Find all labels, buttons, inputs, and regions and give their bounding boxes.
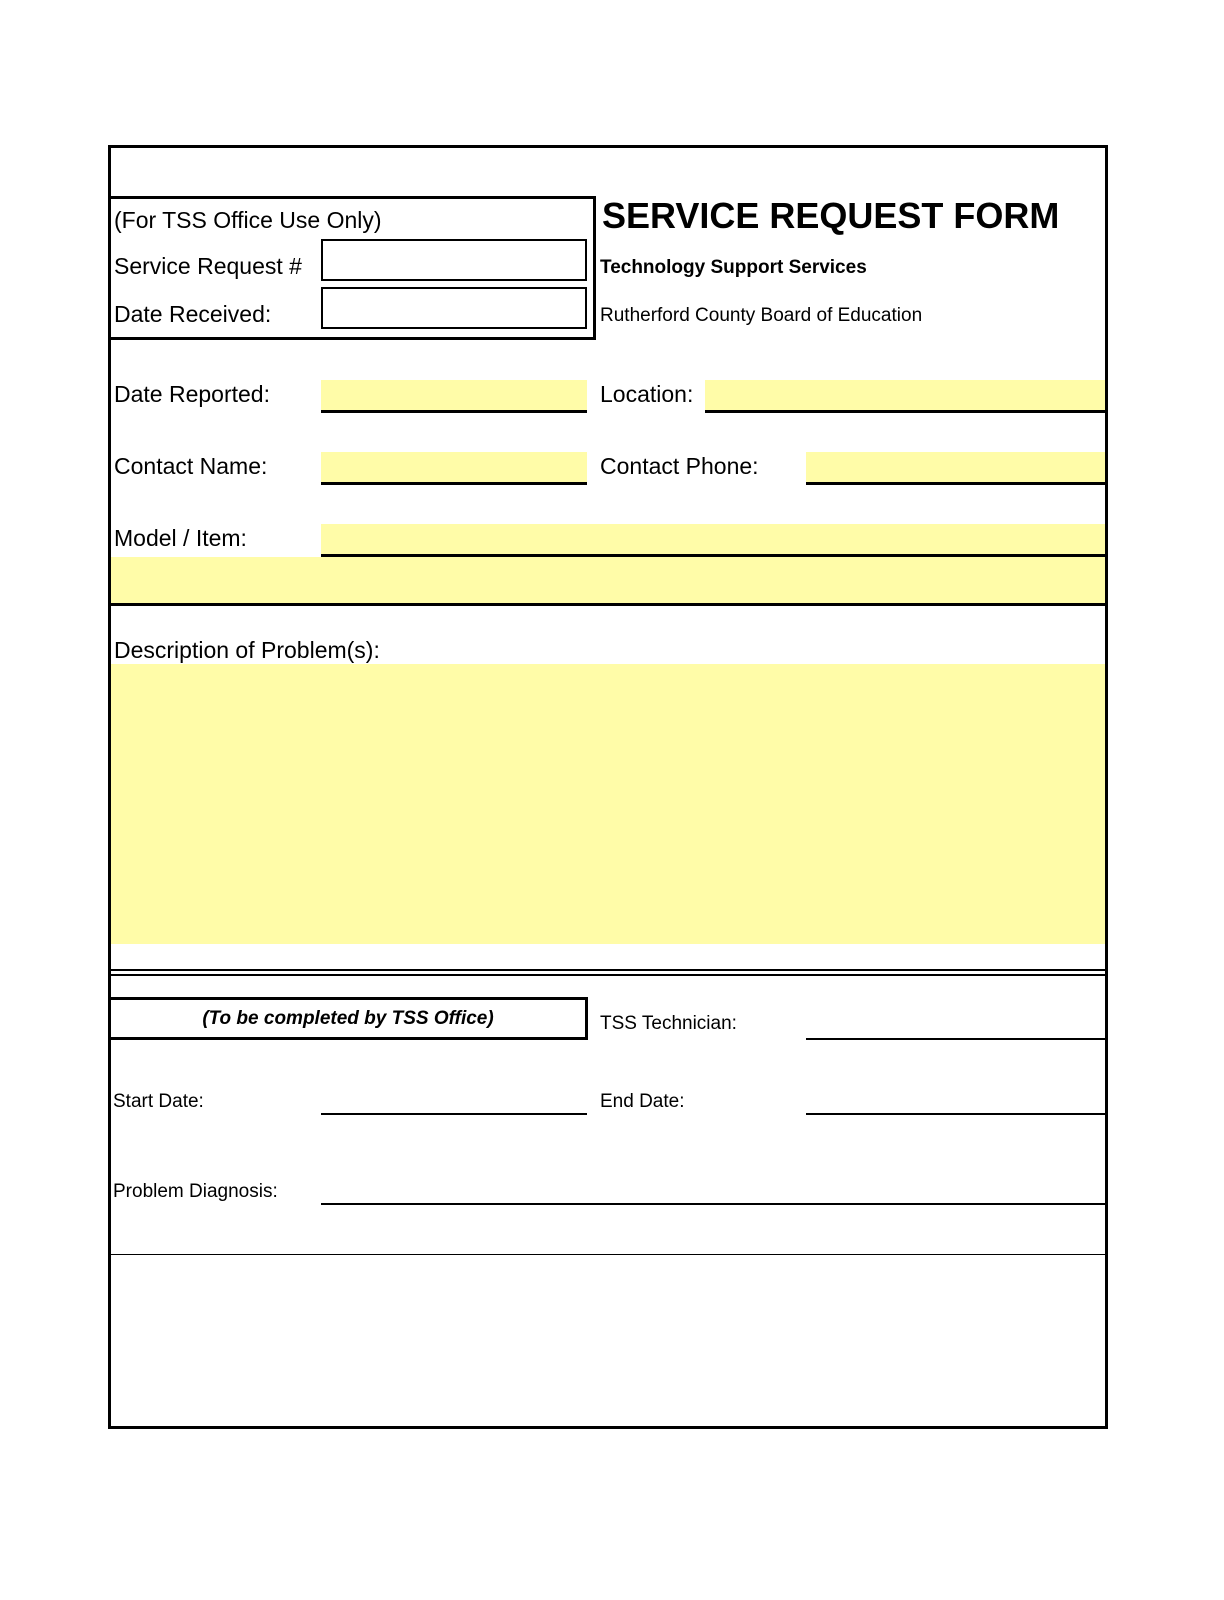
date-reported-label: Date Reported:: [114, 381, 270, 407]
double-rule-bottom: [111, 974, 1105, 976]
notes-area[interactable]: [111, 1256, 1105, 1426]
date-received-label: Date Received:: [114, 301, 272, 327]
location-label: Location:: [600, 381, 694, 407]
office-use-heading: (For TSS Office Use Only): [114, 207, 382, 233]
form-title: SERVICE REQUEST FORM: [602, 195, 1060, 236]
problem-diagnosis-field[interactable]: [321, 1175, 1105, 1205]
department-name: Technology Support Services: [600, 257, 867, 278]
tss-technician-label: TSS Technician:: [600, 1013, 737, 1034]
service-request-label: Service Request #: [114, 253, 302, 279]
problem-diagnosis-label: Problem Diagnosis:: [113, 1181, 278, 1202]
model-item-extra-area[interactable]: [111, 557, 1105, 603]
date-received-input[interactable]: [321, 287, 587, 329]
start-date-label: Start Date:: [113, 1091, 204, 1112]
double-rule-top: [111, 969, 1105, 971]
description-label: Description of Problem(s):: [114, 637, 380, 663]
location-field[interactable]: [705, 380, 1105, 413]
date-reported-field[interactable]: [321, 380, 587, 413]
bottom-rule: [111, 1254, 1105, 1255]
organization-name: Rutherford County Board of Education: [600, 305, 923, 326]
contact-phone-field[interactable]: [806, 452, 1105, 485]
service-request-input[interactable]: [321, 239, 587, 281]
contact-phone-label: Contact Phone:: [600, 453, 759, 479]
end-date-label: End Date:: [600, 1091, 685, 1112]
model-item-label: Model / Item:: [114, 525, 247, 551]
model-item-field[interactable]: [321, 524, 1105, 557]
start-date-field[interactable]: [321, 1085, 587, 1115]
section-divider: [111, 603, 1105, 606]
tss-office-box: [108, 997, 588, 1040]
contact-name-field[interactable]: [321, 452, 587, 485]
tss-technician-field[interactable]: [806, 1010, 1105, 1040]
end-date-field[interactable]: [806, 1085, 1105, 1115]
tss-office-box-label: (To be completed by TSS Office): [202, 1007, 494, 1029]
contact-name-label: Contact Name:: [114, 453, 268, 479]
description-field[interactable]: [111, 664, 1105, 944]
